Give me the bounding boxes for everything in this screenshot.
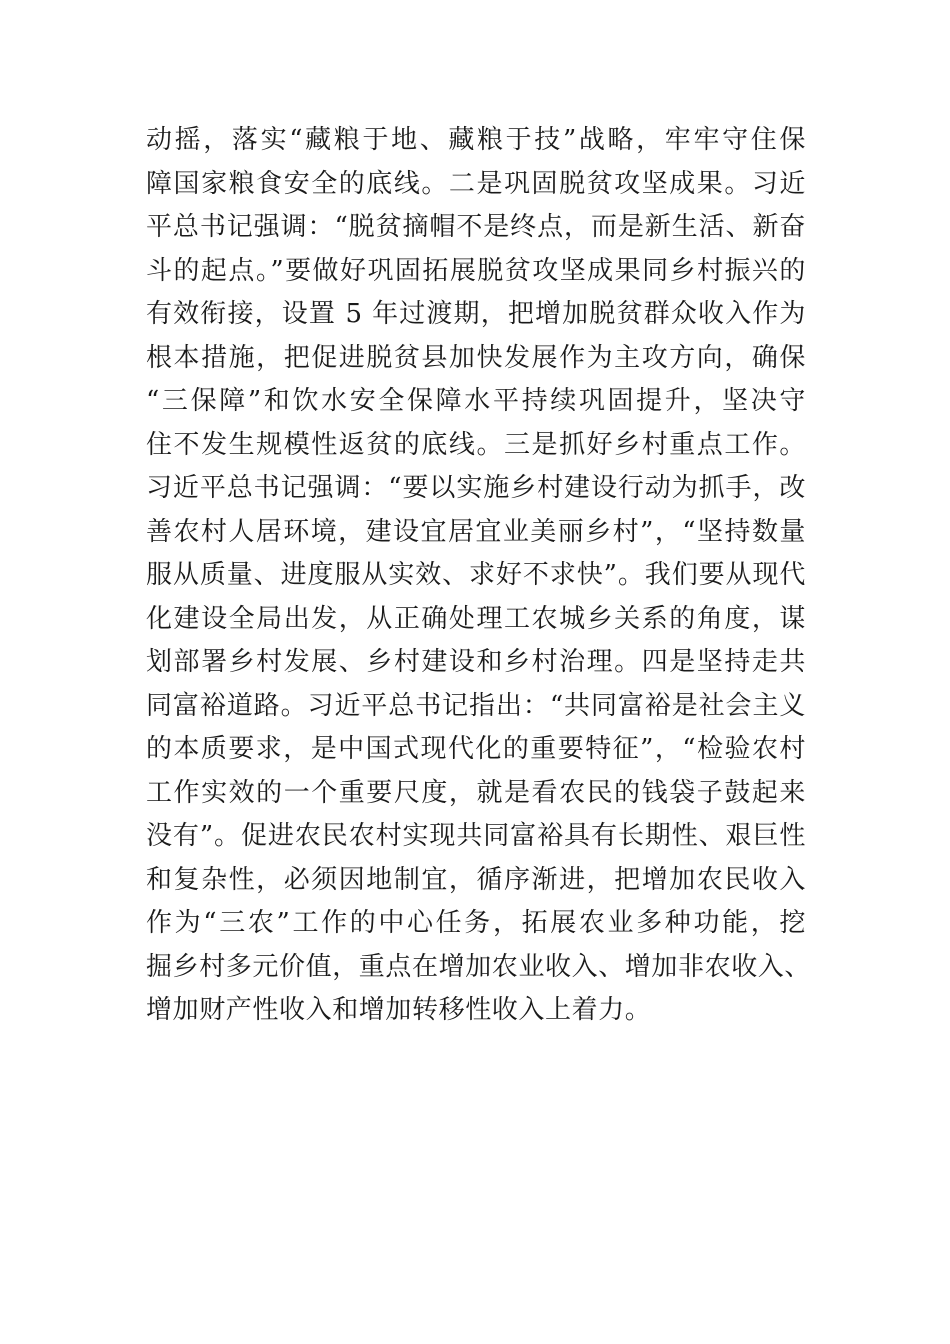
text-line: 根本措施，把促进脱贫县加快发展作为主攻方向，确保 (146, 342, 806, 373)
text-line: 工作实效的一个重要尺度，就是看农民的钱袋子鼓起来 (146, 777, 806, 808)
text-line: 障国家粮食安全的底线。二是巩固脱贫攻坚成果。习近 (146, 168, 806, 199)
text-line: 的本质要求，是中国式现代化的重要特征”，“检验农村 (146, 734, 806, 764)
text-line: 住不发生规模性返贫的底线。三是抓好乡村重点工作。 (146, 429, 806, 460)
text-line: 善农村人居环境，建设宜居宜业美丽乡村”，“坚持数量 (146, 516, 806, 547)
text-line: 作为“三农”工作的中心任务，拓展农业多种功能，挖 (146, 908, 806, 938)
text-line: 和复杂性，必须因地制宜，循序渐进，把增加农民收入 (146, 864, 806, 895)
text-line: 化建设全局出发，从正确处理工农城乡关系的角度，谋 (146, 603, 806, 634)
text-line: 习近平总书记强调：“要以实施乡村建设行动为抓手，改 (146, 473, 806, 503)
text-line: 斗的起点。”要做好巩固拓展脱贫攻坚成果同乡村振兴的 (146, 255, 806, 286)
text-line: 增加财产性收入和增加转移性收入上着力。 (146, 995, 652, 1025)
text-line: 掘乡村多元价值，重点在增加农业收入、增加非农收入、 (146, 951, 812, 982)
text-line: 划部署乡村发展、乡村建设和乡村治理。四是坚持走共 (146, 647, 806, 677)
text-line: 有效衔接，设置 5 年过渡期，把增加脱贫群众收入作为 (146, 299, 806, 329)
text-line: 没有”。促进农民农村实现共同富裕具有长期性、艰巨性 (146, 821, 806, 851)
text-line: 动摇，落实“藏粮于地、藏粮于技”战略，牢牢守住保 (146, 125, 806, 155)
text-line: 同富裕道路。习近平总书记指出：“共同富裕是社会主义 (146, 690, 806, 721)
text-line: “三保障”和饮水安全保障水平持续巩固提升，坚决守 (146, 386, 806, 416)
text-line: 服从质量、进度服从实效、求好不求快”。我们要从现代 (146, 560, 806, 590)
body-paragraph (146, 119, 812, 1033)
text-line: 平总书记强调：“脱贫摘帽不是终点，而是新生活、新奋 (146, 212, 806, 242)
